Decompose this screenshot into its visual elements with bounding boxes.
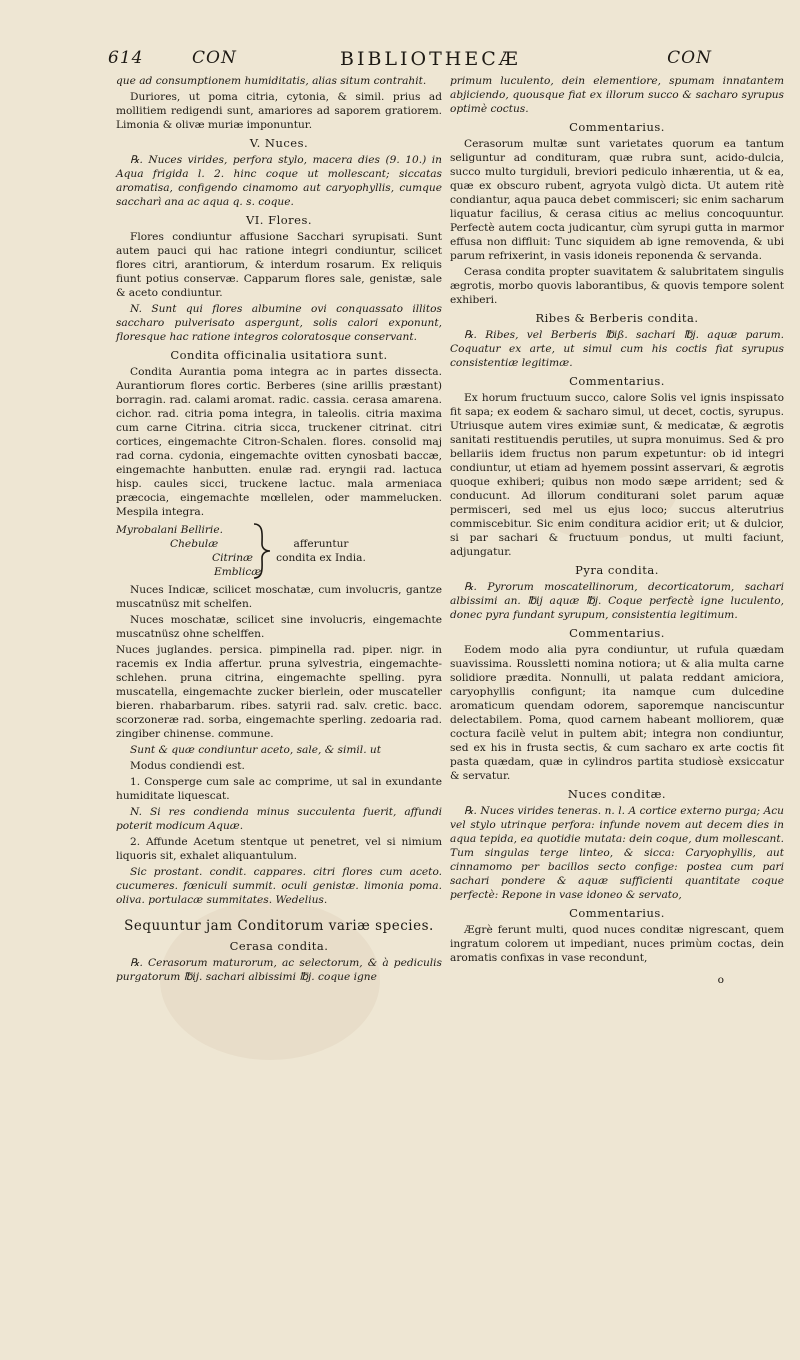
header-title: BIBLIOTHECÆ <box>340 48 521 70</box>
section-heading: Commentarius. <box>569 626 665 640</box>
paragraph: Sunt & quæ condiuntur aceto, sale, & simil. ut <box>130 744 382 756</box>
header-left-word: CON <box>192 48 237 68</box>
page-footer-mark: o <box>717 974 724 986</box>
paragraph: Flores condiuntur affusione Sacchari syrupisati. Sunt autem pauci qui hac ratione integri condiuntur, scilicet flores citri, arantiorum, & interdum rosarum. Ex reliquis fiunt potius conservæ. Capparum flores sale, genistæ, sale & aceto condiuntur. <box>116 231 442 299</box>
running-header <box>108 48 722 76</box>
paragraph: Nuces juglandes. persica. pimpinella rad. piper. nigr. in racemis ex India affertur. pruna sylvestria, eingemachte-schlehen. pruna citrina, eingemachte spelling. pyra muscatella, eingemachte zucker bierlein, oder muscateller bieren. rhabarbarum. ribes. satyrii rad. salv. cretic. bacc. scorzoneræ rad. sorba, eingemachte sperling. zedoaria rad. zingiber chinense. commune. <box>116 644 442 740</box>
paragraph: Nuces moschatæ, scilicet sine involucris, eingemachte muscatnüsz ohne schelffen. <box>116 614 442 640</box>
paragraph: Sic prostant. condit. cappares. citri flores cum aceto. cucumeres. fœniculi summit. oculi genistæ. limonia poma. oliva. portulacæ summitates. Wedelius. <box>116 866 442 906</box>
section-heading: Commentarius. <box>569 374 665 388</box>
paragraph: Ægrè ferunt multi, quod nuces conditæ nigrescant, quem ingratum colorem ut impediant, nuces primùm coctas, dein aromatis confixas in vase recondunt, <box>450 924 784 964</box>
myrobalani-item: Chebulæ <box>170 538 219 550</box>
paragraph: 2. Affunde Acetum stentque ut penetret, vel si nimium liquoris sit, exhalet aliquantulum. <box>116 836 442 862</box>
paragraph: que ad consumptionem humiditatis, alias situm contrahit. <box>116 75 427 87</box>
paragraph: Ex horum fructuum succo, calore Solis vel ignis inspissato fit sapa; ex eodem & sacharo simul, ut decet, coctis, syrupus. Utriusque autem vires eximiæ sunt, & medicatæ, & ægrotis sanitati restituendis perutiles, ut supra monuimus. Sed & pro bellariis idem fructus non parum expetuntur: ob id integri condiuntur, ut etiam ad hyemem possint asservari, & ægrotis quoque exhiberi; quibus non modo sæpe arrident; sed & conducunt. Ad illorum conditurani solet parum aquæ permisceri, sed mel us ejus loco; succus alterutrius commiscebitur. Sic enim conditura acidior erit; ut & dulcior, si par sachari & fructuum pondus, ut multi faciunt, adjungatur. <box>450 392 784 558</box>
note-paragraph: N. Sunt qui flores albumine ovi conquassato illitos saccharo pulverisato aspergunt, solis calori exponunt, floresque hac ratione integros coloratosque conservant. <box>116 303 442 343</box>
section-heading: V. Nuces. <box>249 136 309 150</box>
myrobalani-note: afferuntur condita ex India. <box>276 538 366 564</box>
paragraph: Duriores, ut poma citria, cytonia, & simil. prius ad mollitiem redigendi sunt, amariores ad saporem gratiorem. Limonia & olivæ muriæ imponuntur. <box>116 91 442 131</box>
paragraph: Nuces Indicæ, scilicet moschatæ, cum involucris, gantze muscatnüsz mit schelfen. <box>116 584 442 610</box>
recipe-paragraph: ℞. Cerasorum maturorum, ac selectorum, & à pediculis purgatorum ℔ij. sachari albissimi ℔j. coque igne <box>116 957 442 983</box>
paragraph: Eodem modo alia pyra condiuntur, ut rufula quædam suavissima. Roussletti nomina notiora; ut & alia multa carne solidiore prædita. Nonnulli, ut palata reddant amiciora, caryophyllis configunt; ita namque cum dulcedine aromaticum quendam odorem, saporemque nanciscuntur delectabilem. Poma, quod carnem habeant molliorem, quæ coctura facilè velut in pultem abit; integra non condiuntur, sed ex his in frusta sectis, & cum sacharo ex arte coctis fit pasta quædam, quæ in cylindros partita studiosè exsiccatur & servatur. <box>450 644 784 782</box>
recipe-paragraph: ℞. Ribes, vel Berberis ℔iß. sachari ℔j. aquæ parum. Coquatur ex arte, ut simul cum his coctis fiat syrupus consistentiæ legitimæ. <box>450 329 784 369</box>
paragraph: Modus condiendi est. <box>130 760 245 772</box>
recipe-paragraph: ℞. Nuces virides teneras. n. l. A cortice externo purga; Acu vel stylo utrinque perfora: infunde novem aut decem dies in aqua tepida, ea quotidie mutata: dein coque, dum mollescant. Tum singulas terge linteo, & sicca: Caryophyllis, aut cinnamomo per bacillos secto confige: postea cum pari sachari pondere & aquæ sufficienti quantitate coque perfectè: Repone in vase idoneo & servato, <box>450 805 784 901</box>
section-heading: Pyra condita. <box>575 563 659 577</box>
header-right-word: CON <box>667 48 712 68</box>
right-column <box>450 74 784 987</box>
myrobalani-item: Emblicæ <box>214 566 262 578</box>
recipe-paragraph: ℞. Pyrorum moscatellinorum, decorticatorum, sachari albissimi an. ℔ij aquæ ℔j. Coque perfectè igne luculento, donec pyra fundant syrupum, consistentia legitimum. <box>450 581 784 621</box>
section-heading: Commentarius. <box>569 906 665 920</box>
paragraph: Cerasorum multæ sunt varietates quorum ea tantum seliguntur ad condituram, quæ rubra sunt, acido-dulcia, succo multo turgiduli, breviori pediculo inhærentia, ut & ea, quæ ex obscuro rubent, agryota vulgò dicta. Ut autem ritè condiantur, aqua pauca debet commisceri; sic enim sacharum liquatur facilius, & cerasa citius ac melius concoquuntur. Perfectè autem cocta judicantur, cùm syrupi gutta in marmor effusa non diffluit: Tunc siquidem ab igne removenda, & ubi parum refrixerint, in vasis idoneis reponenda & servanda. <box>450 138 784 262</box>
recipe-paragraph: ℞. Nuces virides, perfora stylo, macera dies (9. 10.) in Aqua frigida l. 2. hinc coque ut mollescant; siccatas aromatisa, configendo cinamomo aut caryophyllis, cumque saccharì ana ac aqua q. s. coque. <box>116 154 442 208</box>
section-heading: Commentarius. <box>569 120 665 134</box>
page-number: 614 <box>108 48 144 68</box>
section-heading: Sequuntur jam Conditorum variæ species. <box>124 918 434 934</box>
section-heading: Cerasa condita. <box>229 939 329 953</box>
myrobalani-group <box>116 522 442 580</box>
paragraph: Condita Aurantia poma integra ac in partes dissecta. Aurantiorum flores cortic. Berberes (sine arillis præstant) borragin. rad. calami aromat. radic. cassia. cerasa amarena. cichor. rad. citria poma integra, in taleolis. citria maxima cum carne Citrina. citria sicca, truckener citrinat. citri cortices, eingemachte Citron-Schalen. flores. consolid maj rad corna. cydonia, eingemachte ovitten cynosbati baccæ, eingemachte hanbutten. enulæ rad. eryngii rad. lactuca hisp. caules sicci, truckene lactuc. mala armeniaca præcocia, eingemachte mœllelen, oder mammelucken. Mespila integra. <box>116 366 442 518</box>
paragraph: Cerasa condita propter suavitatem & salubritatem singulis ægrotis, morbo quovis laborantibus, & quovis tempore solent exhiberi. <box>450 266 784 306</box>
note-paragraph: N. Si res condienda minus succulenta fuerit, affundi poterit modicum Aquæ. <box>116 806 442 832</box>
section-heading: Condita officinalia usitatiora sunt. <box>170 348 388 362</box>
myrobalani-item: Myrobalani Bellirie. <box>116 524 223 536</box>
myrobalani-list <box>116 523 262 579</box>
section-heading: VI. Flores. <box>245 213 313 227</box>
paragraph: 1. Consperge cum sale ac comprime, ut sal in exundante humiditate liquescat. <box>116 776 442 802</box>
left-column <box>116 74 442 986</box>
curly-brace <box>248 522 276 580</box>
section-heading: Ribes & Berberis condita. <box>535 311 699 325</box>
recipe-paragraph: primum luculento, dein elementiore, spumam innatantem abjiciendo, quousque fiat ex illorum succo & sacharo syrupus optimè coctus. <box>450 75 784 115</box>
myrobalani-item: Citrinæ <box>212 552 253 564</box>
section-heading: Nuces conditæ. <box>567 787 667 801</box>
